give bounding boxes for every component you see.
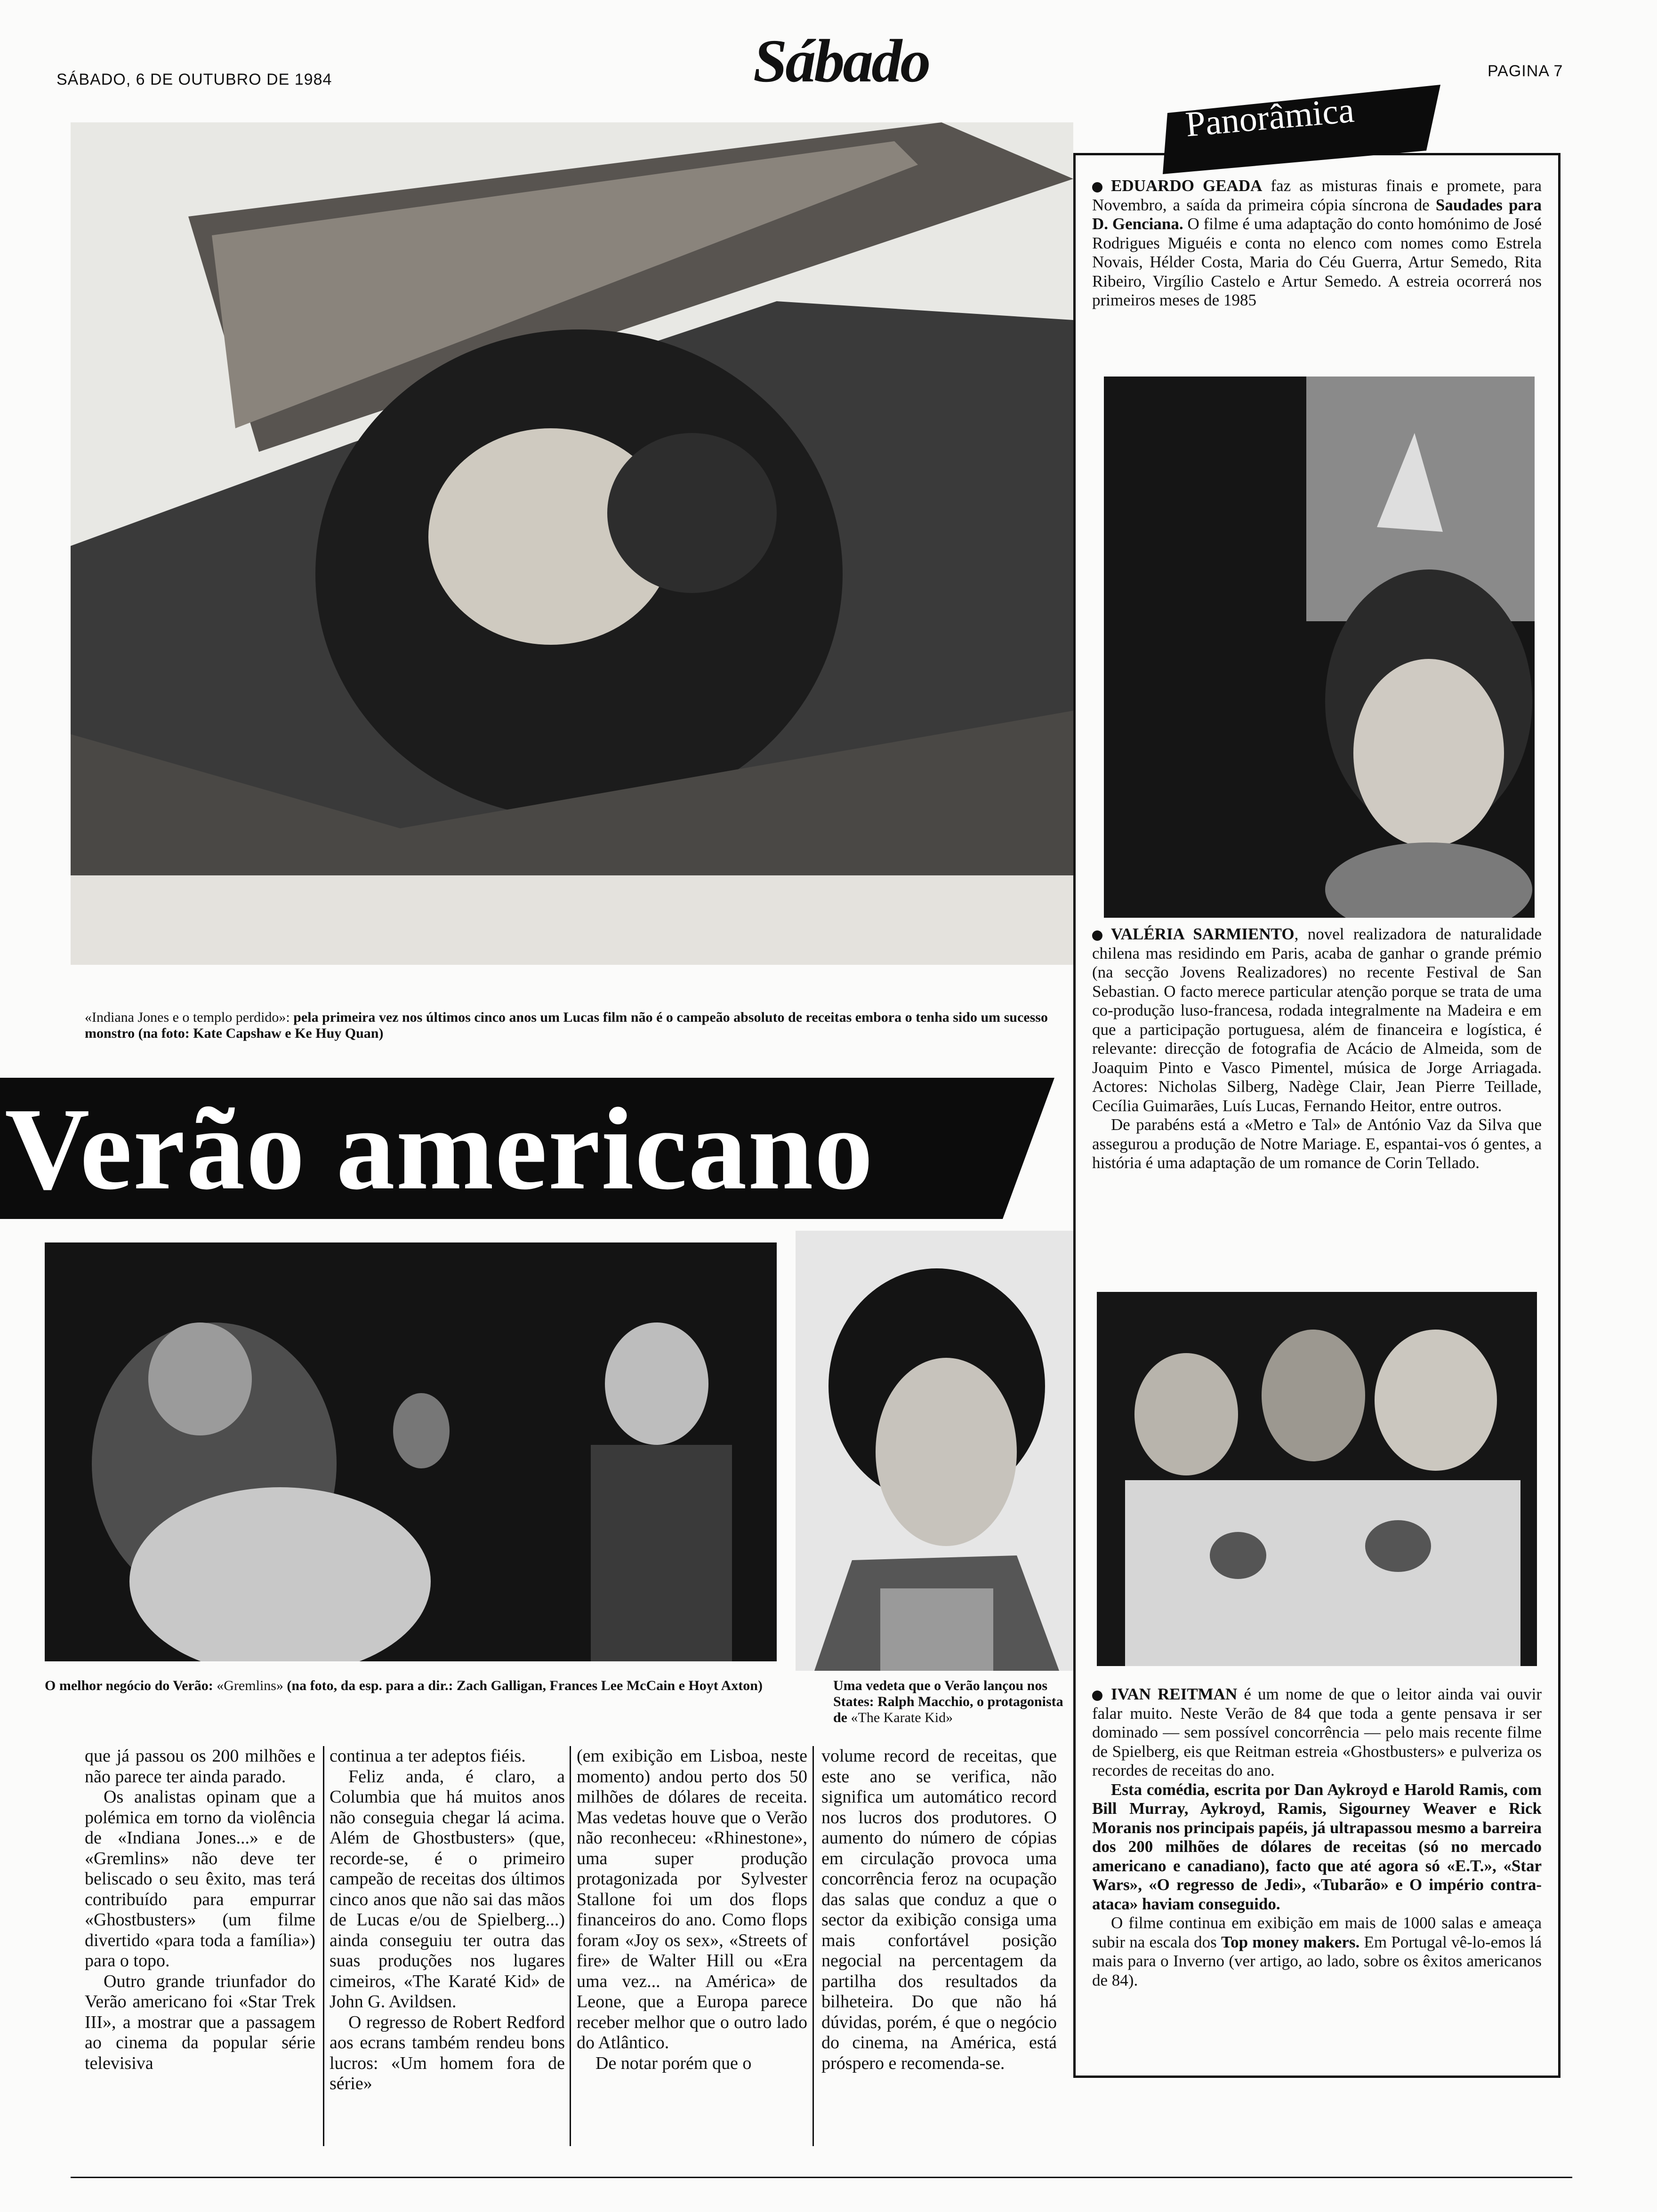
indiana-jones-photo — [71, 122, 1073, 965]
article-column-2 — [330, 1746, 565, 2094]
panoramica-paragraph: EDUARDO GEADA faz as misturas finais e promete, para Novembro, a saída da primeira cópia síncrona de Saudades para D. Genciana. O filme é uma adaptação do conto homónimo de José Rodrigues Miguéis e conta no elenco com nomes como Estrela Novais, Hélder Costa, Maria do Céu Guerra, Artur Semedo, Rita Ribeiro, Virgílio Castelo e Artur Semedo. A estreia ocorrerá nos primeiros meses de 1985 — [1092, 176, 1542, 309]
masthead-logo: Sábado — [753, 27, 929, 95]
article-column-3 — [577, 1746, 807, 2074]
panoramica-paragraph: Esta comédia, escrita por Dan Aykroyd e Harold Ramis, com Bill Murray, Aykroyd, Ramis, Sigourney Weaver e Rick Moranis nos principais papéis, já ultrapassou mesmo a barreira dos 200 milhões de dólares de receitas (só no mercado americano e canadiano), facto que até agora só «E.T.», «Star Wars», «O regresso de Jedi», «Tubarão» e O império contra-ataca» haviam conseguido. — [1092, 1780, 1542, 1913]
article-column-1 — [85, 1746, 315, 2074]
column-divider — [323, 1746, 324, 2146]
gremlins-photo — [45, 1242, 777, 1661]
article-paragraph: Os analistas opinam que a polémica em torno da violência de «Indiana Jones...» e de «Gremlins» não deve ter beliscado o seu êxito, mas terá contribuído para empurrar «Ghostbusters» (um filme divertido «para toda a família») para o topo. — [85, 1787, 315, 1971]
issue-date: SÁBADO, 6 DE OUTUBRO DE 1984 — [56, 71, 332, 88]
panoramica-paragraph: De parabéns está a «Metro e Tal» de António Vaz da Silva que assegurou a produção de Notre Mariage. E, espantai-vos ó gentes, a história é uma adaptação de um romance de Corin Tellado. — [1092, 1115, 1542, 1172]
panoramica-paragraph: IVAN REITMAN é um nome de que o leitor ainda vai ouvir falar muito. Neste Verão de 84 que toda a gente pensava ir ser dominado — sem possível concorrência — pelo mais recente filme de Spielberg, eis que Reitman estreia «Ghostbusters» e pulveriza os recordes de receitas do ano. — [1092, 1685, 1542, 1779]
panoramica-item-geada — [1092, 176, 1542, 310]
bullet-icon — [1092, 1691, 1102, 1701]
saudades-photo — [1104, 377, 1535, 918]
bottom-rule — [71, 2177, 1572, 2178]
article-paragraph: Outro grande triunfador do Verão americano foi «Star Trek III», a mostrar que a passagem ao cinema da popular série televisiva — [85, 1971, 315, 2073]
panoramica-item-reitman — [1092, 1685, 1542, 1990]
article-paragraph: volume record de receitas, que este ano se verifica, não significa um automático record nos lucros dos produtores. O aumento do número de cópias em circulação provoca uma concorrência feroz na ocupação das salas que conduz a que o sector da exibição consiga uma mais confortável posição negocial na percentagem da partilha dos resultados da bilheteira. Do que não há dúvidas, porém, é que o negócio do cinema, na América, está próspero e recomenda-se. — [821, 1746, 1057, 2073]
gremlins-caption: O melhor negócio do Verão: «Gremlins» (na foto, da esp. para a dir.: Zach Galligan, Frances Lee McCain e Hoyt Axton) — [45, 1678, 763, 1693]
panoramica-tab — [1163, 85, 1445, 174]
indiana-jones-caption: «Indiana Jones e o templo perdido»: pela primeira vez nos últimos cinco anos um Lucas film não é o campeão absoluto de receitas embora o tenha sido um sucesso monstro (na foto: Kate Capshaw e Ke Huy Quan) — [85, 1010, 1048, 1041]
bullet-icon — [1092, 930, 1102, 941]
panoramica-paragraph: VALÉRIA SARMIENTO, novel realizadora de naturalidade chilena mas residindo em Paris, acaba de ganhar o grande prémio (na secção Jovens Realizadores) no recente Festival de San Sebastian. O facto merece particular atenção porque se trata de uma co-produção luso-francesa, rodada integralmente na Madeira e em que a participação portuguesa, além de financeira e logística, é relevante: direcção de fotografia de Acácio de Almeida, som de Joaquim Pinto e Vasco Pimentel, música de Jorge Arriagada. Actores: Nicholas Silberg, Nadège Clair, Jean Pierre Teillade, Cecília Guimarães, Luís Lucas, Fernando Heitor, entre outros. — [1092, 925, 1542, 1115]
headline-banner — [0, 1078, 1054, 1219]
column-divider — [812, 1746, 814, 2146]
article-paragraph: continua a ter adeptos fiéis. — [330, 1746, 526, 1766]
panoramica-item-sarmiento — [1092, 925, 1542, 1173]
bullet-icon — [1092, 182, 1102, 192]
ghostbusters-photo — [1097, 1292, 1537, 1666]
column-divider — [570, 1746, 571, 2146]
article-paragraph: De notar porém que o — [595, 2053, 752, 2073]
article-paragraph: (em exibição em Lisboa, neste momento) andou perto dos 50 milhões de dólares de receita. Mas vedetas houve que o Verão não reconheceu: «Rhinestone», uma super produção protagonizada por Sylvester Stallone foi um dos flops financeiros do ano. Como flops foram «Joy os sex», «Streets of fire» de Walter Hill ou «Era uma vez... na América» de Leone, que a Europa parece receber melhor que o outro lado do Atlântico. — [577, 1746, 807, 2052]
article-paragraph: Feliz anda, é claro, a Columbia que há muitos anos não conseguia chegar lá acima. Além de Ghostbusters» (que, recorde-se, é o primeiro campeão de receitas dos últimos cinco anos que não sai das mãos de Lucas e/ou de Spielberg...) ainda conseguiu ter outra das suas produções nos lugares cimeiros, «The Karaté Kid» de John G. Avildsen. — [330, 1766, 565, 2012]
headline: Verão americano — [5, 1084, 874, 1214]
article-paragraph: O regresso de Robert Redford aos ecrans também rendeu bons lucros: «Um homem fora de série» — [330, 2012, 565, 2093]
karate-kid-photo — [796, 1231, 1073, 1671]
page-number: PAGINA 7 — [1488, 62, 1563, 80]
panoramica-paragraph: O filme continua em exibição em mais de 1000 salas e ameaça subir na escala dos Top money makers. Em Portugal vê-lo-emos lá mais para o Inverno (ver artigo, ao lado, sobre os êxitos americanos de 84). — [1092, 1914, 1542, 1989]
karate-kid-caption: Uma vedeta que o Verão lançou nos States: Ralph Macchio, o protagonista de «The Karate Kid» — [833, 1678, 1063, 1725]
panoramica-label: Panorâmica — [1184, 90, 1356, 144]
article-paragraph: que já passou os 200 milhões e não parece ter ainda parado. — [85, 1746, 315, 1787]
article-column-4 — [821, 1746, 1057, 2074]
